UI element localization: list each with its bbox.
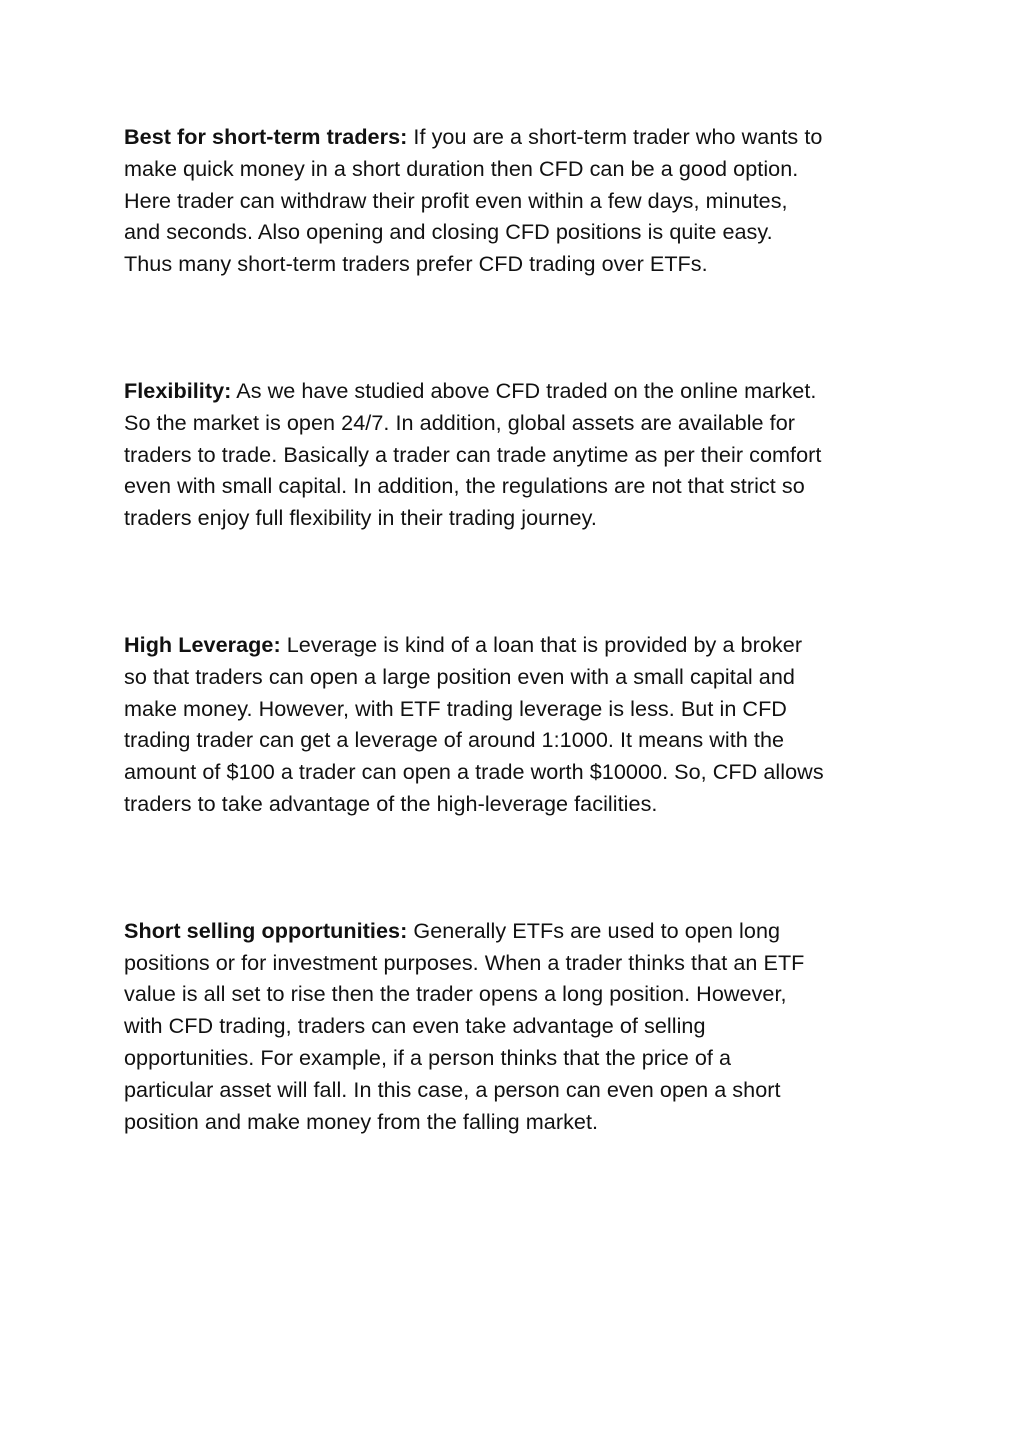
section-line: As we have studied above CFD traded on the online market. [231,377,817,403]
section-line: value is all set to rise then the trader opens a long position. However, [124,981,787,1007]
section-heading: High Leverage: [124,631,281,657]
section-short-selling [124,915,914,1138]
section-line: Generally ETFs are used to open long [407,917,781,943]
section-line: positions or for investment purposes. When a trader thinks that an ETF [124,949,805,975]
document-page [124,121,914,1137]
section-line: If you are a short-term trader who wants to [407,124,823,149]
section-line: position and make money from the falling market. [124,1108,599,1134]
section-line: trading trader can get a leverage of around 1:1000. It means with the [124,727,785,753]
section-line: traders enjoy full flexibility in their trading journey. [124,505,597,531]
section-line: particular asset will fall. In this case, a person can even open a short [124,1076,781,1102]
section-line: make money. However, with ETF trading leverage is less. But in CFD [124,695,787,721]
section-line: So the market is open 24/7. In addition, global assets are available for [124,409,796,435]
section-line: Leverage is kind of a loan that is provided by a broker [280,631,803,657]
section-line: with CFD trading, traders can even take advantage of selling [124,1013,706,1039]
section-line: make quick money in a short duration then CFD can be a good option. [124,155,799,181]
section-line: traders to trade. Basically a trader can trade anytime as per their comfort [124,441,822,467]
section-heading: Short selling opportunities: [124,917,408,943]
section-line: opportunities. For example, if a person thinks that the price of a [124,1044,732,1070]
section-line: amount of $100 a trader can open a trade worth $10000. So, CFD allows [124,759,824,785]
section-short-term-traders [124,121,914,280]
section-heading: Flexibility: [124,377,232,403]
section-line: Here trader can withdraw their profit even within a few days, minutes, [124,187,788,213]
section-heading: Best for short-term traders: [124,124,408,149]
section-high-leverage [124,629,914,820]
section-line: even with small capital. In addition, the regulations are not that strict so [124,473,805,499]
section-line: Thus many short-term traders prefer CFD trading over ETFs. [124,251,708,277]
section-flexibility [124,375,914,534]
section-line: traders to take advantage of the high-leverage facilities. [124,790,658,816]
section-line: so that traders can open a large position even with a small capital and [124,663,795,689]
section-line: and seconds. Also opening and closing CFD positions is quite easy. [124,219,773,245]
